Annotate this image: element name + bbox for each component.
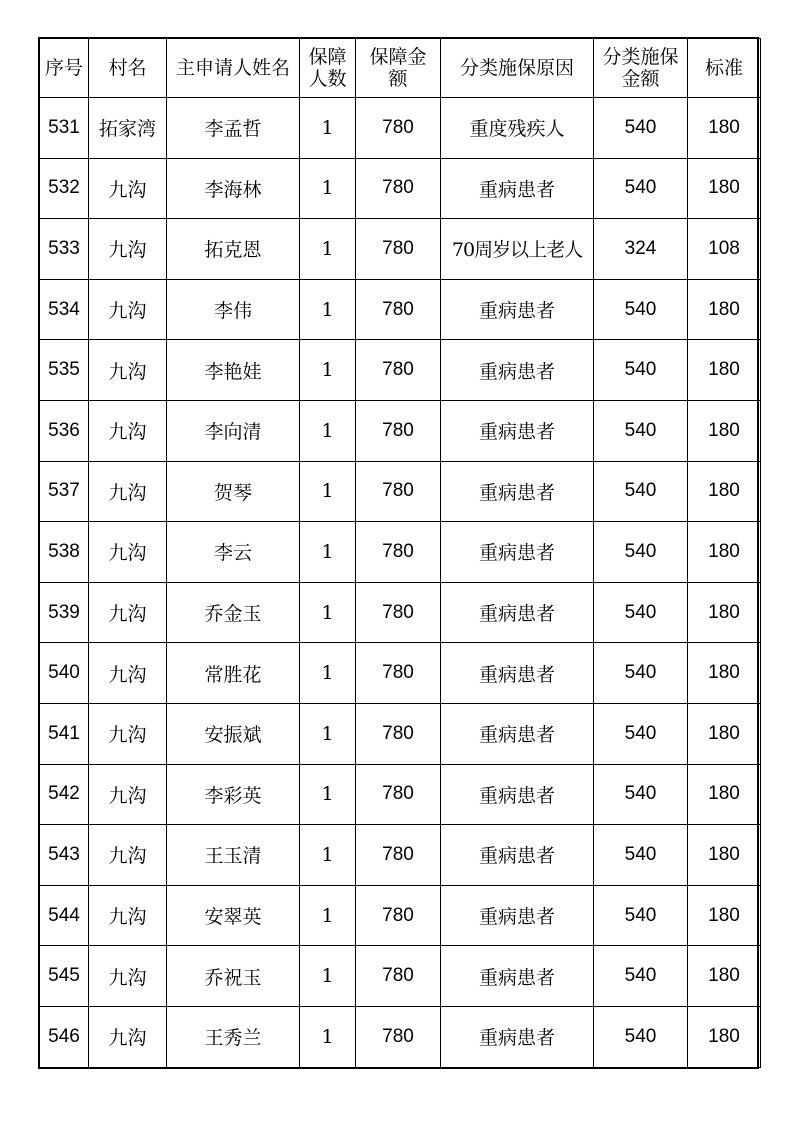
cell-serial-no: 538 <box>40 522 89 583</box>
cell-people-count: 1 <box>300 279 356 340</box>
cell-village: 九沟 <box>89 643 167 704</box>
header-class-amount: 分类施保金额 <box>594 39 688 98</box>
cell-serial-no: 534 <box>40 279 89 340</box>
cell-standard: 180 <box>688 158 761 219</box>
header-reason: 分类施保原因 <box>441 39 594 98</box>
cell-applicant-name: 李伟 <box>167 279 300 340</box>
cell-applicant-name: 乔祝玉 <box>167 946 300 1007</box>
table-row <box>40 98 761 159</box>
header-serial-no: 序号 <box>40 39 89 98</box>
cell-standard: 180 <box>688 825 761 886</box>
cell-class-amount: 540 <box>594 400 688 461</box>
cell-serial-no: 544 <box>40 885 89 946</box>
cell-applicant-name: 拓克恩 <box>167 219 300 280</box>
cell-reason: 重病患者 <box>441 400 594 461</box>
cell-class-amount: 540 <box>594 764 688 825</box>
cell-village: 九沟 <box>89 1006 167 1067</box>
header-standard: 标准 <box>688 39 761 98</box>
cell-amount: 780 <box>356 764 441 825</box>
cell-village: 九沟 <box>89 885 167 946</box>
cell-village: 九沟 <box>89 764 167 825</box>
table-row <box>40 825 761 886</box>
cell-amount: 780 <box>356 1006 441 1067</box>
cell-applicant-name: 安振斌 <box>167 703 300 764</box>
header-village: 村名 <box>89 39 167 98</box>
cell-class-amount: 540 <box>594 158 688 219</box>
table-row <box>40 340 761 401</box>
cell-amount: 780 <box>356 98 441 159</box>
cell-standard: 180 <box>688 885 761 946</box>
cell-people-count: 1 <box>300 219 356 280</box>
cell-amount: 780 <box>356 946 441 1007</box>
table-row <box>40 643 761 704</box>
cell-village: 九沟 <box>89 158 167 219</box>
cell-village: 九沟 <box>89 522 167 583</box>
cell-standard: 180 <box>688 703 761 764</box>
cell-people-count: 1 <box>300 703 356 764</box>
cell-reason: 重病患者 <box>441 158 594 219</box>
cell-class-amount: 540 <box>594 885 688 946</box>
cell-village: 九沟 <box>89 400 167 461</box>
cell-serial-no: 545 <box>40 946 89 1007</box>
table-row <box>40 158 761 219</box>
cell-amount: 780 <box>356 158 441 219</box>
cell-reason: 重病患者 <box>441 461 594 522</box>
table-row <box>40 400 761 461</box>
cell-village: 九沟 <box>89 946 167 1007</box>
cell-amount: 780 <box>356 522 441 583</box>
cell-village: 九沟 <box>89 582 167 643</box>
cell-serial-no: 531 <box>40 98 89 159</box>
cell-people-count: 1 <box>300 340 356 401</box>
cell-reason: 重病患者 <box>441 764 594 825</box>
cell-applicant-name: 李彩英 <box>167 764 300 825</box>
cell-reason: 重病患者 <box>441 522 594 583</box>
cell-reason: 重病患者 <box>441 946 594 1007</box>
cell-standard: 108 <box>688 219 761 280</box>
cell-reason: 重病患者 <box>441 279 594 340</box>
cell-standard: 180 <box>688 522 761 583</box>
cell-serial-no: 535 <box>40 340 89 401</box>
cell-amount: 780 <box>356 400 441 461</box>
table-row <box>40 219 761 280</box>
table-row <box>40 703 761 764</box>
cell-serial-no: 543 <box>40 825 89 886</box>
cell-class-amount: 324 <box>594 219 688 280</box>
cell-people-count: 1 <box>300 98 356 159</box>
cell-amount: 780 <box>356 582 441 643</box>
cell-class-amount: 540 <box>594 643 688 704</box>
cell-serial-no: 546 <box>40 1006 89 1067</box>
cell-reason: 70周岁以上老人 <box>441 219 594 280</box>
cell-serial-no: 536 <box>40 400 89 461</box>
cell-reason: 重病患者 <box>441 1006 594 1067</box>
header-amount: 保障金额 <box>356 39 441 98</box>
cell-class-amount: 540 <box>594 1006 688 1067</box>
cell-class-amount: 540 <box>594 582 688 643</box>
cell-standard: 180 <box>688 279 761 340</box>
cell-class-amount: 540 <box>594 461 688 522</box>
cell-people-count: 1 <box>300 1006 356 1067</box>
cell-reason: 重病患者 <box>441 703 594 764</box>
welfare-table <box>39 38 761 1068</box>
cell-village: 九沟 <box>89 279 167 340</box>
table-row <box>40 946 761 1007</box>
cell-amount: 780 <box>356 461 441 522</box>
header-people-count: 保障人数 <box>300 39 356 98</box>
cell-serial-no: 532 <box>40 158 89 219</box>
table-header <box>40 39 761 98</box>
cell-standard: 180 <box>688 946 761 1007</box>
cell-people-count: 1 <box>300 522 356 583</box>
cell-applicant-name: 乔金玉 <box>167 582 300 643</box>
cell-reason: 重病患者 <box>441 340 594 401</box>
cell-people-count: 1 <box>300 764 356 825</box>
header-applicant-name: 主申请人姓名 <box>167 39 300 98</box>
table-row <box>40 461 761 522</box>
cell-people-count: 1 <box>300 825 356 886</box>
cell-village: 九沟 <box>89 825 167 886</box>
header-row <box>40 39 761 98</box>
cell-applicant-name: 安翠英 <box>167 885 300 946</box>
table-row <box>40 764 761 825</box>
cell-people-count: 1 <box>300 582 356 643</box>
cell-standard: 180 <box>688 1006 761 1067</box>
cell-standard: 180 <box>688 643 761 704</box>
cell-standard: 180 <box>688 400 761 461</box>
cell-applicant-name: 李向清 <box>167 400 300 461</box>
cell-class-amount: 540 <box>594 522 688 583</box>
cell-people-count: 1 <box>300 400 356 461</box>
cell-applicant-name: 王秀兰 <box>167 1006 300 1067</box>
cell-class-amount: 540 <box>594 825 688 886</box>
cell-applicant-name: 李艳娃 <box>167 340 300 401</box>
cell-people-count: 1 <box>300 885 356 946</box>
cell-amount: 780 <box>356 703 441 764</box>
cell-reason: 重病患者 <box>441 885 594 946</box>
cell-people-count: 1 <box>300 461 356 522</box>
cell-applicant-name: 常胜花 <box>167 643 300 704</box>
cell-applicant-name: 李云 <box>167 522 300 583</box>
cell-people-count: 1 <box>300 158 356 219</box>
cell-class-amount: 540 <box>594 946 688 1007</box>
cell-serial-no: 537 <box>40 461 89 522</box>
cell-reason: 重病患者 <box>441 582 594 643</box>
cell-amount: 780 <box>356 825 441 886</box>
cell-reason: 重病患者 <box>441 825 594 886</box>
cell-class-amount: 540 <box>594 279 688 340</box>
cell-reason: 重病患者 <box>441 643 594 704</box>
cell-village: 九沟 <box>89 461 167 522</box>
cell-serial-no: 541 <box>40 703 89 764</box>
cell-village: 九沟 <box>89 703 167 764</box>
cell-applicant-name: 李海林 <box>167 158 300 219</box>
cell-reason: 重度残疾人 <box>441 98 594 159</box>
table-row <box>40 885 761 946</box>
table-row <box>40 1006 761 1067</box>
cell-amount: 780 <box>356 340 441 401</box>
cell-serial-no: 539 <box>40 582 89 643</box>
cell-class-amount: 540 <box>594 98 688 159</box>
cell-village: 拓家湾 <box>89 98 167 159</box>
cell-serial-no: 540 <box>40 643 89 704</box>
cell-standard: 180 <box>688 764 761 825</box>
table-row <box>40 279 761 340</box>
cell-people-count: 1 <box>300 946 356 1007</box>
cell-standard: 180 <box>688 461 761 522</box>
cell-amount: 780 <box>356 885 441 946</box>
cell-standard: 180 <box>688 340 761 401</box>
table-row <box>40 522 761 583</box>
table-row <box>40 582 761 643</box>
cell-class-amount: 540 <box>594 703 688 764</box>
cell-standard: 180 <box>688 98 761 159</box>
cell-amount: 780 <box>356 279 441 340</box>
cell-applicant-name: 李孟哲 <box>167 98 300 159</box>
cell-village: 九沟 <box>89 340 167 401</box>
cell-people-count: 1 <box>300 643 356 704</box>
cell-amount: 780 <box>356 643 441 704</box>
cell-serial-no: 542 <box>40 764 89 825</box>
cell-village: 九沟 <box>89 219 167 280</box>
cell-amount: 780 <box>356 219 441 280</box>
cell-serial-no: 533 <box>40 219 89 280</box>
cell-standard: 180 <box>688 582 761 643</box>
table-body <box>40 98 761 1068</box>
cell-applicant-name: 贺琴 <box>167 461 300 522</box>
cell-class-amount: 540 <box>594 340 688 401</box>
cell-applicant-name: 王玉清 <box>167 825 300 886</box>
